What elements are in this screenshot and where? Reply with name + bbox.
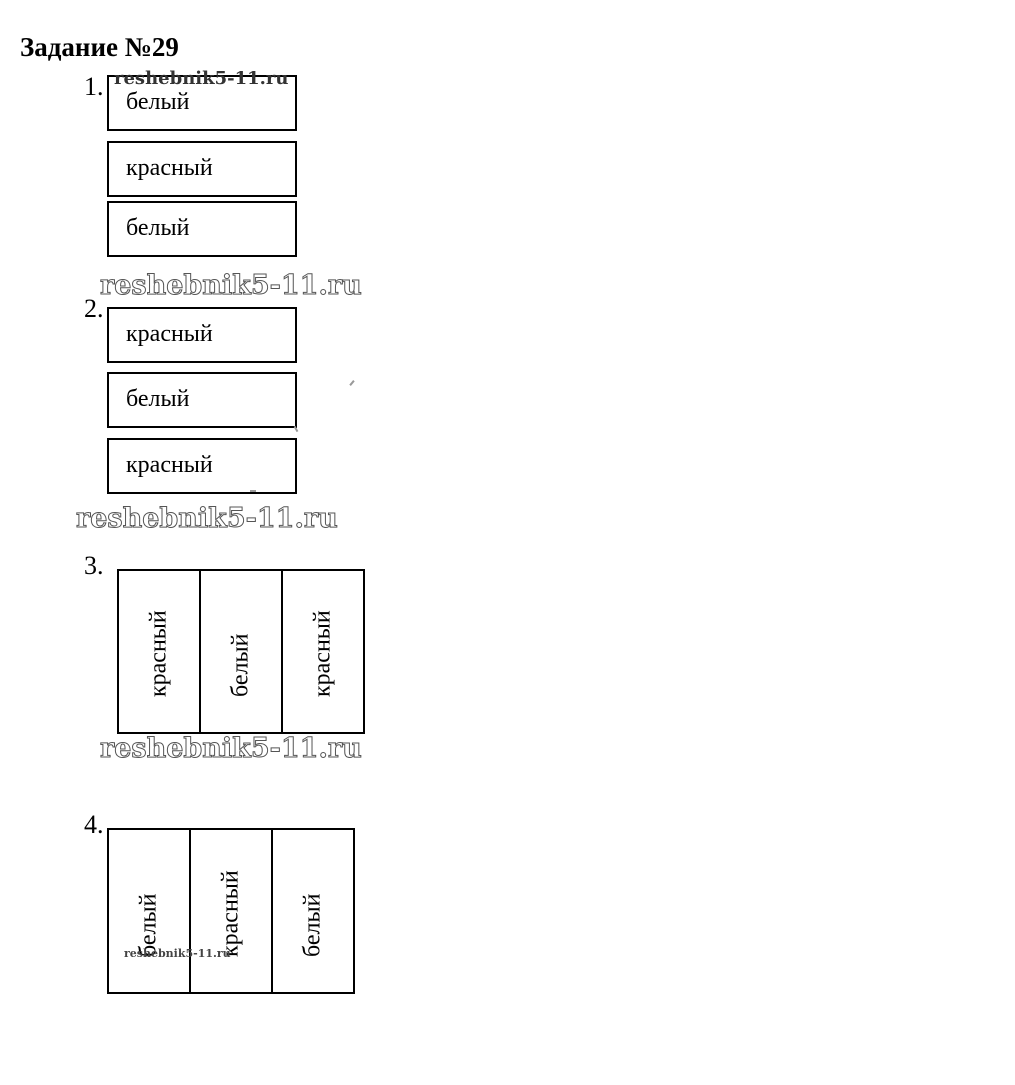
item-1-box-2 — [107, 141, 297, 197]
watermark-5: reshebnik5-11.ru — [124, 947, 231, 960]
watermark-2: reshebnik5-11.ru — [100, 270, 362, 301]
item-4-box-2-label: красный — [217, 870, 244, 957]
item-4-box-1 — [109, 830, 191, 992]
item-2-box-2 — [107, 372, 297, 428]
item-3-number: 3. — [84, 551, 104, 580]
item-2-box-2-label: белый — [126, 386, 190, 412]
item-2-box-1-label: красный — [126, 321, 213, 347]
watermark-3: reshebnik5-11.ru — [76, 503, 338, 534]
item-4-box-3-label: белый — [299, 893, 326, 957]
item-3-box-3-label: красный — [309, 610, 336, 697]
item-1-box-3 — [107, 201, 297, 257]
item-2-box-3 — [107, 438, 297, 494]
speck-1 — [349, 380, 354, 386]
item-2-box-3-label: красный — [126, 452, 213, 478]
task-title: Задание №29 — [20, 32, 179, 62]
item-3-box-2-label: белый — [227, 633, 254, 697]
item-4-flag — [107, 828, 355, 994]
speck-2 — [294, 426, 299, 432]
speck-3 — [250, 490, 256, 492]
watermark-1: reshebnik5-11.ru — [114, 68, 289, 89]
item-1-box-2-label: красный — [126, 155, 213, 181]
item-4-box-3 — [273, 830, 353, 992]
item-4-number: 4. — [84, 810, 104, 839]
item-3-box-3 — [283, 571, 363, 732]
item-4-box-1-label: белый — [135, 893, 162, 957]
item-2-box-1 — [107, 307, 297, 363]
item-1-box-3-label: белый — [126, 215, 190, 241]
item-2-number: 2. — [84, 294, 104, 323]
item-3-box-2 — [201, 571, 283, 732]
item-3-box-1-label: красный — [145, 610, 172, 697]
item-3-box-1 — [119, 571, 201, 732]
item-1-number: 1. — [84, 72, 104, 101]
item-1-box-1-label: белый — [126, 89, 190, 115]
item-4-box-2 — [191, 830, 273, 992]
watermark-4: reshebnik5-11.ru — [100, 733, 362, 764]
item-3-flag — [117, 569, 365, 734]
